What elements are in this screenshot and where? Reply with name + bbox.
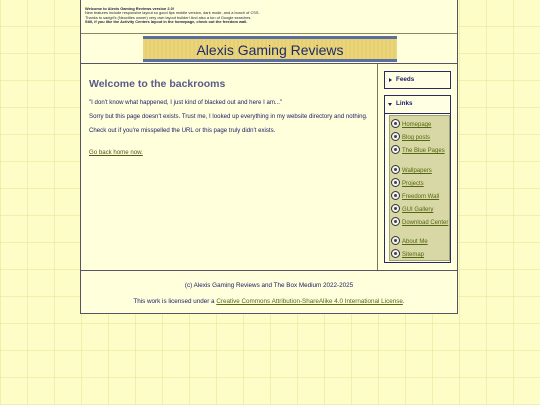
wallpaper-icon xyxy=(391,165,400,174)
download-icon xyxy=(391,217,400,226)
projects-icon xyxy=(391,178,400,187)
book-icon xyxy=(391,145,400,154)
content-divider xyxy=(81,63,457,64)
sidebar-link-sitemap[interactable]: Sitemap xyxy=(391,249,449,259)
page-title: Welcome to the backrooms xyxy=(89,78,226,90)
announcement-line: Thanks to sadgrl's (Neocities owner) very own layout builder! And also a ton of Google searches. xyxy=(85,14,252,20)
error-message: Sorry but this page doesn't exists. Trust me, I looked up everything in my website directory and nothing. xyxy=(89,113,368,120)
go-home-link[interactable]: Go back home now. xyxy=(89,149,143,156)
site-banner xyxy=(143,36,397,62)
copyright-text: (c) Alexis Gaming Reviews and The Box Medium 2022-2025 xyxy=(184,282,354,289)
site-title: Alexis Gaming Reviews xyxy=(196,42,344,58)
announcement-line: New features include responsive layout so good tips mobile version, dark mode, and a bunch of CSS. xyxy=(85,10,260,16)
url-hint: Check out if you're misspelled the URL or this page truly didn't exists. xyxy=(89,127,276,134)
announcement-title: Welcome to Alexis Gaming Reviews version 2.0! xyxy=(85,6,175,11)
announcement-line: Still, if you like the Activity Centers layout in the homepage, check out the freedom wall. xyxy=(85,19,248,25)
announcement xyxy=(85,7,365,25)
sidebar-link-blue-pages[interactable]: The Blue Pages xyxy=(391,145,449,155)
quote-text: "I don't know what happened, I just kind of blacked out and here I am..." xyxy=(89,99,283,106)
footer xyxy=(81,282,457,305)
header-divider xyxy=(81,33,457,34)
sidebar-link-about-me[interactable]: About Me xyxy=(391,236,449,246)
feeds-toggle[interactable] xyxy=(384,71,451,89)
sidebar-link-homepage[interactable]: Homepage xyxy=(391,119,449,129)
page-frame xyxy=(80,0,458,314)
chevron-right-icon xyxy=(389,78,392,82)
main-content xyxy=(89,78,369,159)
info-icon xyxy=(391,236,400,245)
sidebar-link-projects[interactable]: Projects xyxy=(391,178,449,188)
sitemap-icon xyxy=(391,249,400,258)
wall-icon xyxy=(391,191,400,200)
sidebar-link-wallpapers[interactable]: Wallpapers xyxy=(391,165,449,175)
blog-icon xyxy=(391,132,400,141)
links-panel xyxy=(384,95,451,263)
gallery-icon xyxy=(391,204,400,213)
links-label: Links xyxy=(396,100,413,107)
chevron-down-icon xyxy=(388,103,392,106)
sidebar-divider xyxy=(377,64,378,270)
sidebar-link-gui-gallery[interactable]: GUI Gallery xyxy=(391,204,449,214)
sidebar-link-download-center[interactable]: Download Center xyxy=(391,217,449,227)
license-link[interactable]: Creative Commons Attribution-ShareAlike 4.0 International License xyxy=(216,298,403,305)
feeds-label: Feeds xyxy=(396,76,415,83)
links-toggle[interactable] xyxy=(385,96,450,114)
links-list xyxy=(389,115,450,261)
license-text: This work is licensed under a Creative Commons Attribution-ShareAlike 4.0 International License. xyxy=(133,298,405,305)
sidebar-link-blog[interactable]: Blog posts xyxy=(391,132,449,142)
sidebar-link-freedom-wall[interactable]: Freedom Wall xyxy=(391,191,449,201)
footer-divider xyxy=(81,270,457,271)
homepage-icon xyxy=(391,119,400,128)
